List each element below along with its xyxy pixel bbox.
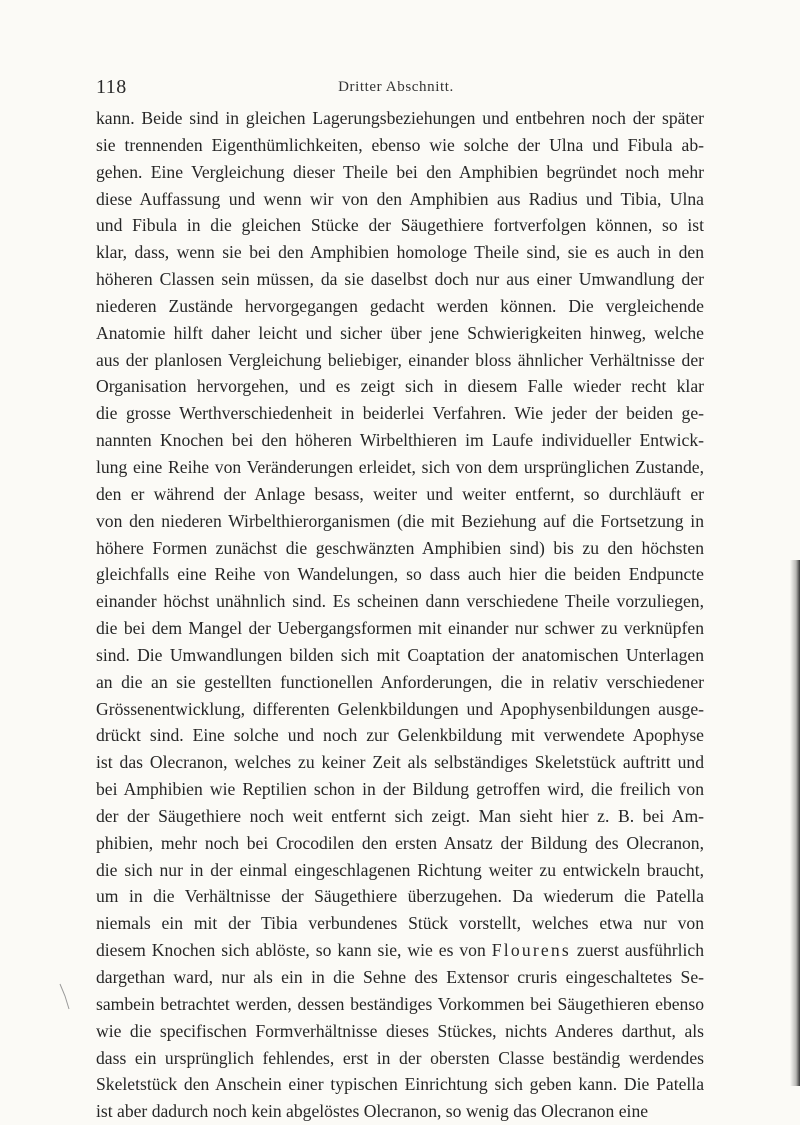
- text-line: phibien, mehr noch bei Crocodilen den ersten Ansatz der Bildung des Olecranon,: [96, 832, 704, 853]
- text-line: Skeletstück den Anschein einer typischen Einrichtung sich geben kann. Die Patella: [96, 1074, 704, 1095]
- author-name-spaced: Flourens: [491, 940, 571, 961]
- text-line: um in die Verhältnisse der Säugethiere überzugehen. Da wiederum die Patella: [96, 886, 704, 907]
- text-line: dargethan ward, nur als ein in die Sehne des Extensor cruris eingeschaltetes Se-: [96, 967, 704, 987]
- text-line: lung eine Reihe von Veränderungen erleidet, sich von dem ursprünglichen Zustande,: [96, 456, 704, 477]
- text-line: kann. Beide sind in gleichen Lagerungsbeziehungen und entbehren noch der später: [96, 108, 704, 128]
- text-line: ist aber dadurch noch kein abgelöstes Olecranon, so wenig das Olecranon eine: [96, 1101, 649, 1122]
- text-line: Anatomie hilft daher leicht und sicher über jene Schwierigkeiten hinweg, welche: [96, 322, 704, 343]
- text-line: und Fibula in die gleichen Stücke der Säugethiere fortverfolgen können, so ist: [96, 215, 704, 236]
- running-head: [96, 76, 696, 100]
- chapter-heading: Dritter Abschnitt.: [338, 79, 454, 95]
- text-line: gleichfalls eine Reihe von Wandelungen, so dass auch hier die beiden Endpuncte: [96, 564, 704, 585]
- text-line: sie trennenden Eigenthümlichkeiten, ebenso wie solche der Ulna und Fibula ab-: [96, 134, 704, 155]
- text-line: ist das Olecranon, welches zu keiner Zeit als selbständiges Skeletstück auftritt und: [96, 752, 704, 773]
- text-line: niederen Zustände hervorgegangen gedacht werden können. Die vergleichende: [96, 295, 704, 316]
- text-line: die sich nur in der einmal eingeschlagenen Richtung weiter zu entwickeln braucht,: [96, 859, 704, 880]
- body-text: [96, 105, 704, 1125]
- text-line: den er während der Anlage besass, weiter und weiter entfernt, so durchläuft er: [96, 483, 704, 504]
- text-line: drückt sind. Eine solche und noch zur Gelenkbildung mit verwendete Apophyse: [96, 725, 704, 746]
- text-line: nannten Knochen bei den höheren Wirbelthieren im Laufe individueller Entwick-: [96, 430, 704, 451]
- page-edge-shadow: [790, 560, 800, 1086]
- text-line: diesem Knochen sich ablöste, so kann sie, wie es von Flourens zuerst ausführlich: [96, 940, 705, 961]
- margin-pencil-mark: [59, 982, 71, 1010]
- text-line: dass ein ursprünglich fehlendes, erst in der obersten Classe beständig werdendes: [96, 1047, 704, 1068]
- text-line: aus der planlosen Vergleichung beliebiger, einander bloss ähnlicher Verhältnisse der: [96, 349, 704, 370]
- text-line: an die an sie gestellten functionellen Anforderungen, die in relativ verschiedener: [96, 671, 704, 692]
- text-line: die grosse Werthverschiedenheit in beiderlei Verfahren. Wie jeder der beiden ge-: [96, 403, 704, 424]
- text-line: sambein betrachtet werden, dessen beständiges Vorkommen bei Säugethieren ebenso: [96, 993, 704, 1014]
- text-line: Organisation hervorgehen, und es zeigt sich in diesem Falle wieder recht klar: [96, 376, 704, 397]
- text-line: der der Säugethiere noch weit entfernt sich zeigt. Man sieht hier z. B. bei Am-: [96, 805, 704, 826]
- text-line: diese Auffassung und wenn wir von den Amphibien aus Radius und Tibia, Ulna: [96, 188, 704, 209]
- text-line: sind. Die Umwandlungen bilden sich mit Coaptation der anatomischen Unterlagen: [96, 644, 704, 665]
- text-line: höheren Classen sein müssen, da sie daselbst doch nur aus einer Umwandlung der: [96, 269, 704, 290]
- text-line: die bei dem Mangel der Uebergangsformen mit einander nur schwer zu verknüpfen: [96, 618, 704, 639]
- page-number: 118: [96, 76, 127, 98]
- text-line: niemals ein mit der Tibia verbundenes Stück vorstellt, welches etwa nur von: [96, 913, 704, 934]
- text-line: Grössenentwicklung, differenten Gelenkbildungen und Apophysenbildungen ausge-: [96, 698, 704, 719]
- text-line: bei Amphibien wie Reptilien schon in der Bildung getroffen wird, die freilich von: [96, 779, 704, 800]
- text-line: höhere Formen zunächst die geschwänzten Amphibien sind) bis zu den höchsten: [96, 537, 704, 558]
- text-line: einander höchst unähnlich sind. Es scheinen dann verschiedene Theile vorzuliegen,: [96, 591, 704, 612]
- text-line: von den niederen Wirbelthierorganismen (die mit Beziehung auf die Fortsetzung in: [96, 510, 704, 531]
- text-line: gehen. Eine Vergleichung dieser Theile bei den Amphibien begründet noch mehr: [96, 161, 704, 182]
- text-line: wie die specifischen Formverhältnisse dieses Stückes, nichts Anderes darthut, als: [96, 1020, 704, 1041]
- text-line: klar, dass, wenn sie bei den Amphibien homologe Theile sind, sie es auch in den: [96, 242, 704, 263]
